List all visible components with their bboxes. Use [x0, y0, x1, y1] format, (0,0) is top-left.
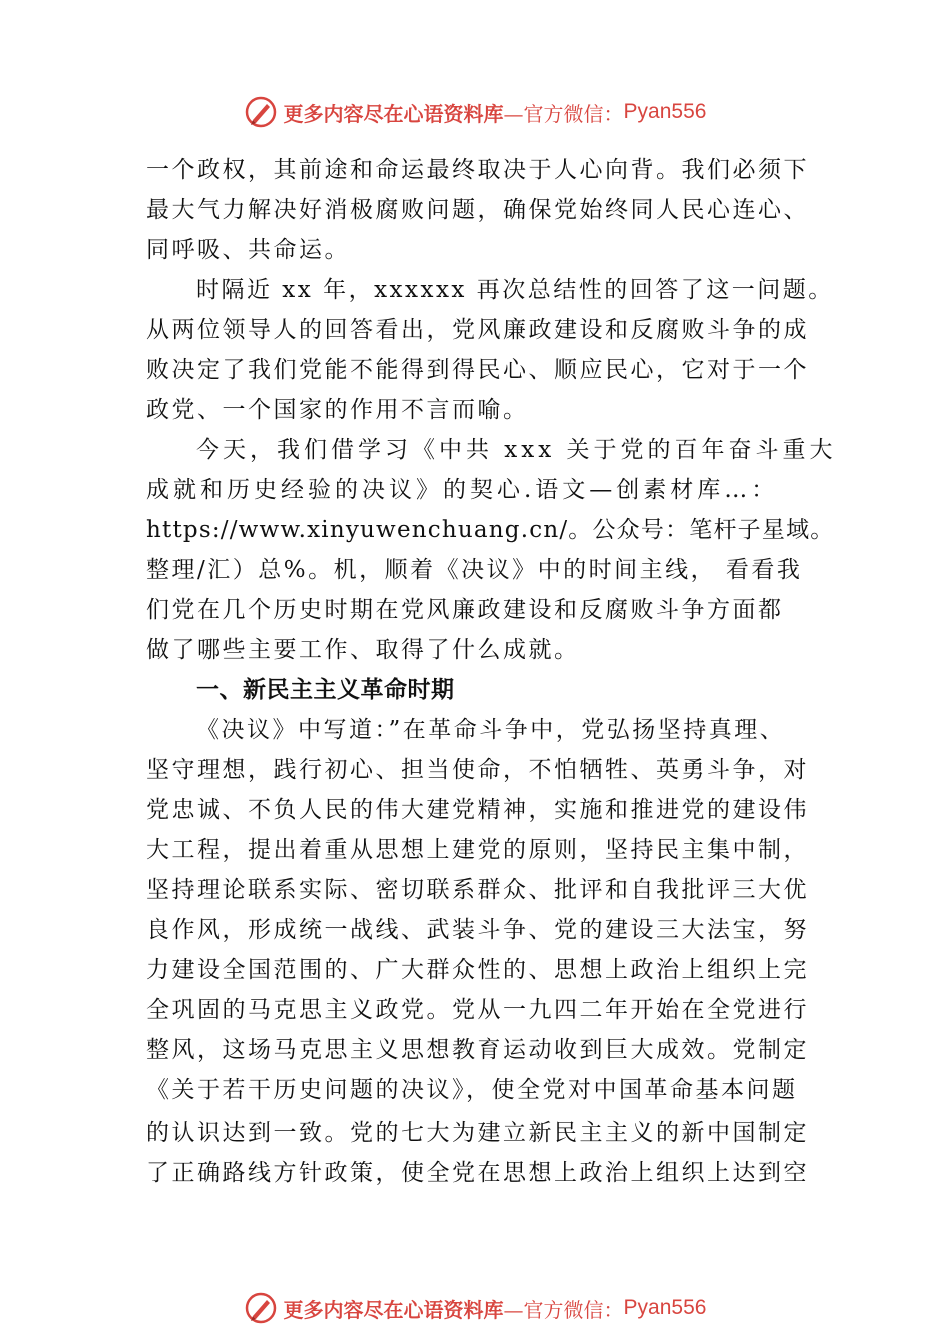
- body-line: 党忠诚、不负人民的伟大建党精神，实施和推进党的建设伟: [146, 797, 809, 823]
- body-line: 的认识达到一致。党的七大为建立新民主主义的新中国制定: [146, 1120, 809, 1146]
- body-line: 整风，这场马克思主义思想教育运动收到巨大成效。党制定: [146, 1037, 809, 1063]
- body-line: 力建设全国范围的、广大群众性的、思想上政治上组织上完: [146, 957, 809, 983]
- body-line: 坚守理想，践行初心、担当使命，不怕牺牲、英勇斗争，对: [146, 757, 809, 783]
- body-line: 同呼吸、共命运。: [146, 237, 350, 263]
- body-line: 坚持理论联系实际、密切联系群众、批评和自我批评三大优: [146, 877, 809, 903]
- body-line: 了正确路线方针政策，使全党在思想上政治上组织上达到空: [146, 1160, 809, 1186]
- body-line: 整理/汇）总%。机，顺着《决议》中的时间主线， 看看我: [146, 557, 803, 583]
- body-line: 们党在几个历史时期在党风廉政建设和反腐败斗争方面都: [146, 597, 784, 623]
- body-line: 大工程，提出着重从思想上建党的原则，坚持民主集中制，: [146, 837, 809, 863]
- body-line: 良作风，形成统一战线、武装斗争、党的建设三大法宝，努: [146, 917, 809, 943]
- body-line: 政党、一个国家的作用不言而喻。: [146, 397, 529, 423]
- watermark-main-text: 更多内容尽在心语资料库: [283, 101, 504, 126]
- body-line: 《关于若干历史问题的决议》，使全党对中国革命基本问题: [146, 1077, 798, 1103]
- watermark-id-text: Pyan556: [623, 1296, 707, 1319]
- watermark-banner-top: [0, 92, 950, 132]
- watermark-main-text: 更多内容尽在心语资料库: [283, 1297, 504, 1322]
- watermark-sub-text: —官方微信：: [503, 101, 624, 126]
- body-line: 一个政权，其前途和命运最终取决于人心向背。我们必须下: [146, 157, 809, 183]
- body-line: 时隔近 xx 年，xxxxxx 再次总结性的回答了这一问题。: [196, 277, 834, 303]
- body-line: 《决议》中写道：”在革命斗争中，党弘扬坚持真理、: [196, 717, 786, 743]
- watermark-banner-bottom: [0, 1288, 950, 1328]
- body-line: 做了哪些主要工作、取得了什么成就。: [146, 637, 580, 663]
- body-line: 全巩固的马克思主义政党。党从一九四二年开始在全党进行: [146, 997, 809, 1023]
- section-heading: 一、新民主主义革命时期: [196, 677, 455, 703]
- body-line: 从两位领导人的回答看出，党风廉政建设和反腐败斗争的成: [146, 317, 809, 343]
- body-line: 最大气力解决好消极腐败问题，确保党始终同人民心连心、: [146, 197, 809, 223]
- pen-logo-icon: [244, 95, 278, 129]
- body-line: https://www.xinyuwenchuang.cn/。公众号：笔杆子星域。: [146, 517, 835, 543]
- body-line: 今天，我们借学习《中共 xxx 关于党的百年奋斗重大: [196, 437, 837, 463]
- watermark-sub-text: —官方微信：: [503, 1297, 624, 1322]
- watermark-id-text: Pyan556: [623, 100, 707, 123]
- body-line: 成就和历史经验的决议》的契心.语文—创素材库…：: [146, 477, 779, 503]
- pen-logo-icon: [244, 1291, 278, 1325]
- body-line: 败决定了我们党能不能得到得民心、顺应民心，它对于一个: [146, 357, 809, 383]
